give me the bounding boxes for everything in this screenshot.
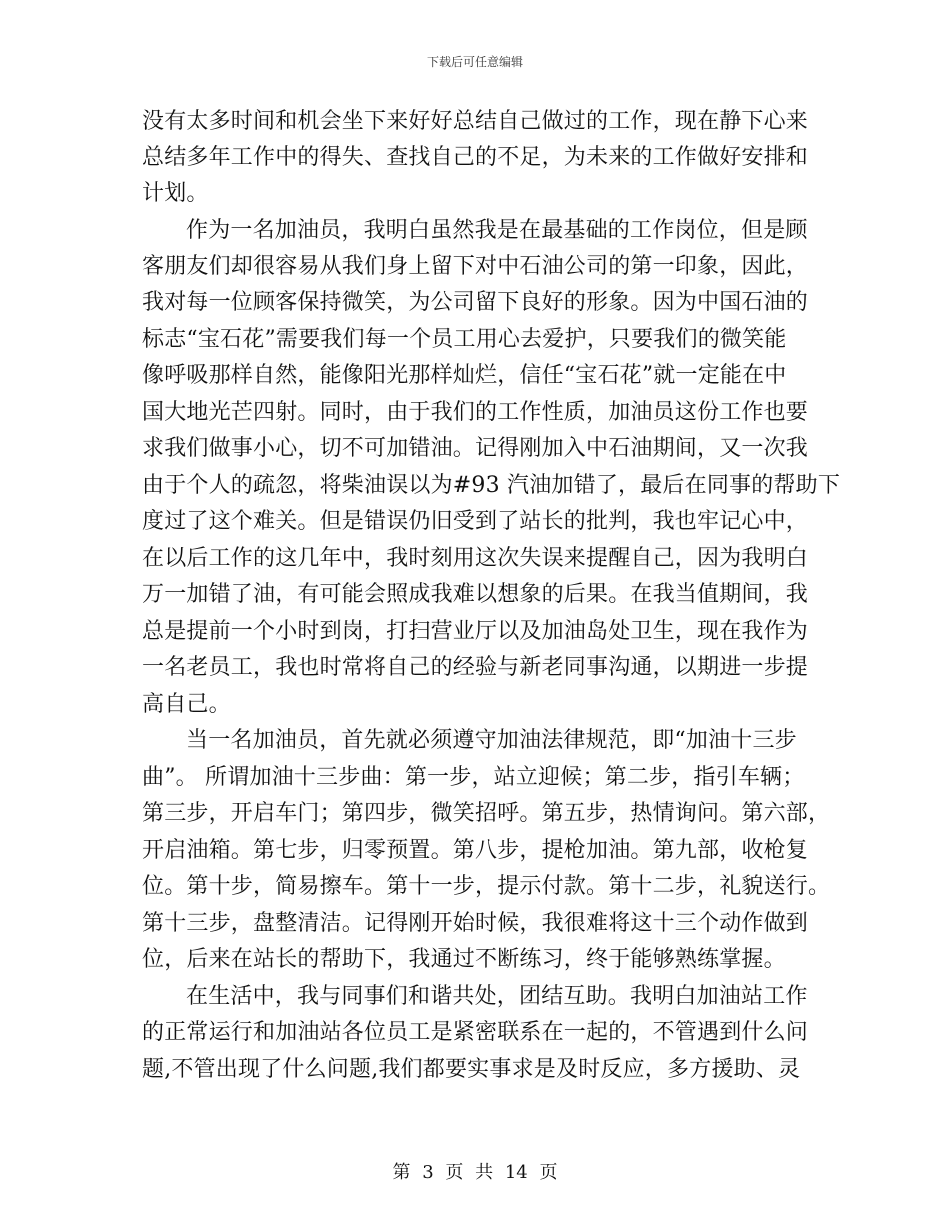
text-line: 高自己。 <box>142 692 231 717</box>
text-line: 像呼吸那样自然，能像阳光那样灿烂，信任“宝石花”就一定能在中 <box>142 363 787 388</box>
paragraph-first-line: 当一名加油员，首先就必须遵守加油法律规范，即“加油十三步 <box>186 728 797 753</box>
text-line: 总是提前一个小时到岗，打扫营业厅以及加油岛处卫生，现在我作为 <box>142 619 809 644</box>
text-line: 标志“宝石花”需要我们每一个员工用心去爱护，只要我们的微笑能 <box>142 327 787 352</box>
text-line: 开启油箱。第七步，归零预置。第八步，提枪加油。第九部，收枪复 <box>142 838 809 863</box>
page-number: 第 3 页 共 14 页 <box>392 1162 558 1183</box>
text-line: 位。第十步，简易擦车。第十一步，提示付款。第十二步，礼貌送行。 <box>142 874 831 899</box>
text-line: 题,不管出现了什么问题,我们都要实事求是及时反应，多方援助、灵 <box>142 1057 801 1082</box>
text-line: 曲”。 所谓加油十三步曲：第一步，站立迎候；第二步，指引车辆； <box>142 765 805 790</box>
text-line: 总结多年工作中的得失、查找自己的不足，为未来的工作做好安排和 <box>142 145 809 170</box>
text-line: 在以后工作的这几年中，我时刻用这次失误来提醒自己，因为我明白 <box>142 546 809 571</box>
text-line: 我对每一位顾客保持微笑，为公司留下良好的形象。因为中国石油的 <box>142 290 809 315</box>
text-line: 国大地光芒四射。同时，由于我们的工作性质，加油员这份工作也要 <box>142 400 809 425</box>
text-line: 计划。 <box>142 181 209 206</box>
text-line: 的正常运行和加油站各位员工是紧密联系在一起的，不管遇到什么问 <box>142 1020 809 1045</box>
text-line: 一名老员工，我也时常将自己的经验与新老同事沟通，以期进一步提 <box>142 655 809 680</box>
text-line: 位，后来在站长的帮助下，我通过不断练习，终于能够熟练掌握。 <box>142 947 786 972</box>
text-line: 万一加错了油，有可能会照成我难以想象的后果。在我当值期间，我 <box>142 582 809 607</box>
text-line: 客朋友们却很容易从我们身上留下对中石油公司的第一印象，因此， <box>142 254 809 279</box>
text-line: 第十三步，盘整清洁。记得刚开始时候，我很难将这十三个动作做到 <box>142 911 809 936</box>
text-line: 求我们做事小心，切不可加错油。记得刚加入中石油期间，又一次我 <box>142 436 809 461</box>
paragraph-first-line: 在生活中，我与同事们和谐共处，团结互助。我明白加油站工作 <box>186 984 808 1009</box>
text-line: 度过了这个难关。但是错误仍旧受到了站长的批判，我也牢记心中， <box>142 509 809 534</box>
page-header-note: 下载后可任意编辑 <box>426 55 523 69</box>
paragraph-first-line: 作为一名加油员，我明白虽然我是在最基础的工作岗位，但是顾 <box>186 218 808 243</box>
text-line: 由于个人的疏忽，将柴油误以为#93 汽油加错了，最后在同事的帮助下 <box>142 473 841 498</box>
text-line: 第三步，开启车门；第四步，微笑招呼。第五步，热情询问。第六部， <box>142 801 831 826</box>
text-line: 没有太多时间和机会坐下来好好总结自己做过的工作，现在静下心来 <box>142 109 809 134</box>
